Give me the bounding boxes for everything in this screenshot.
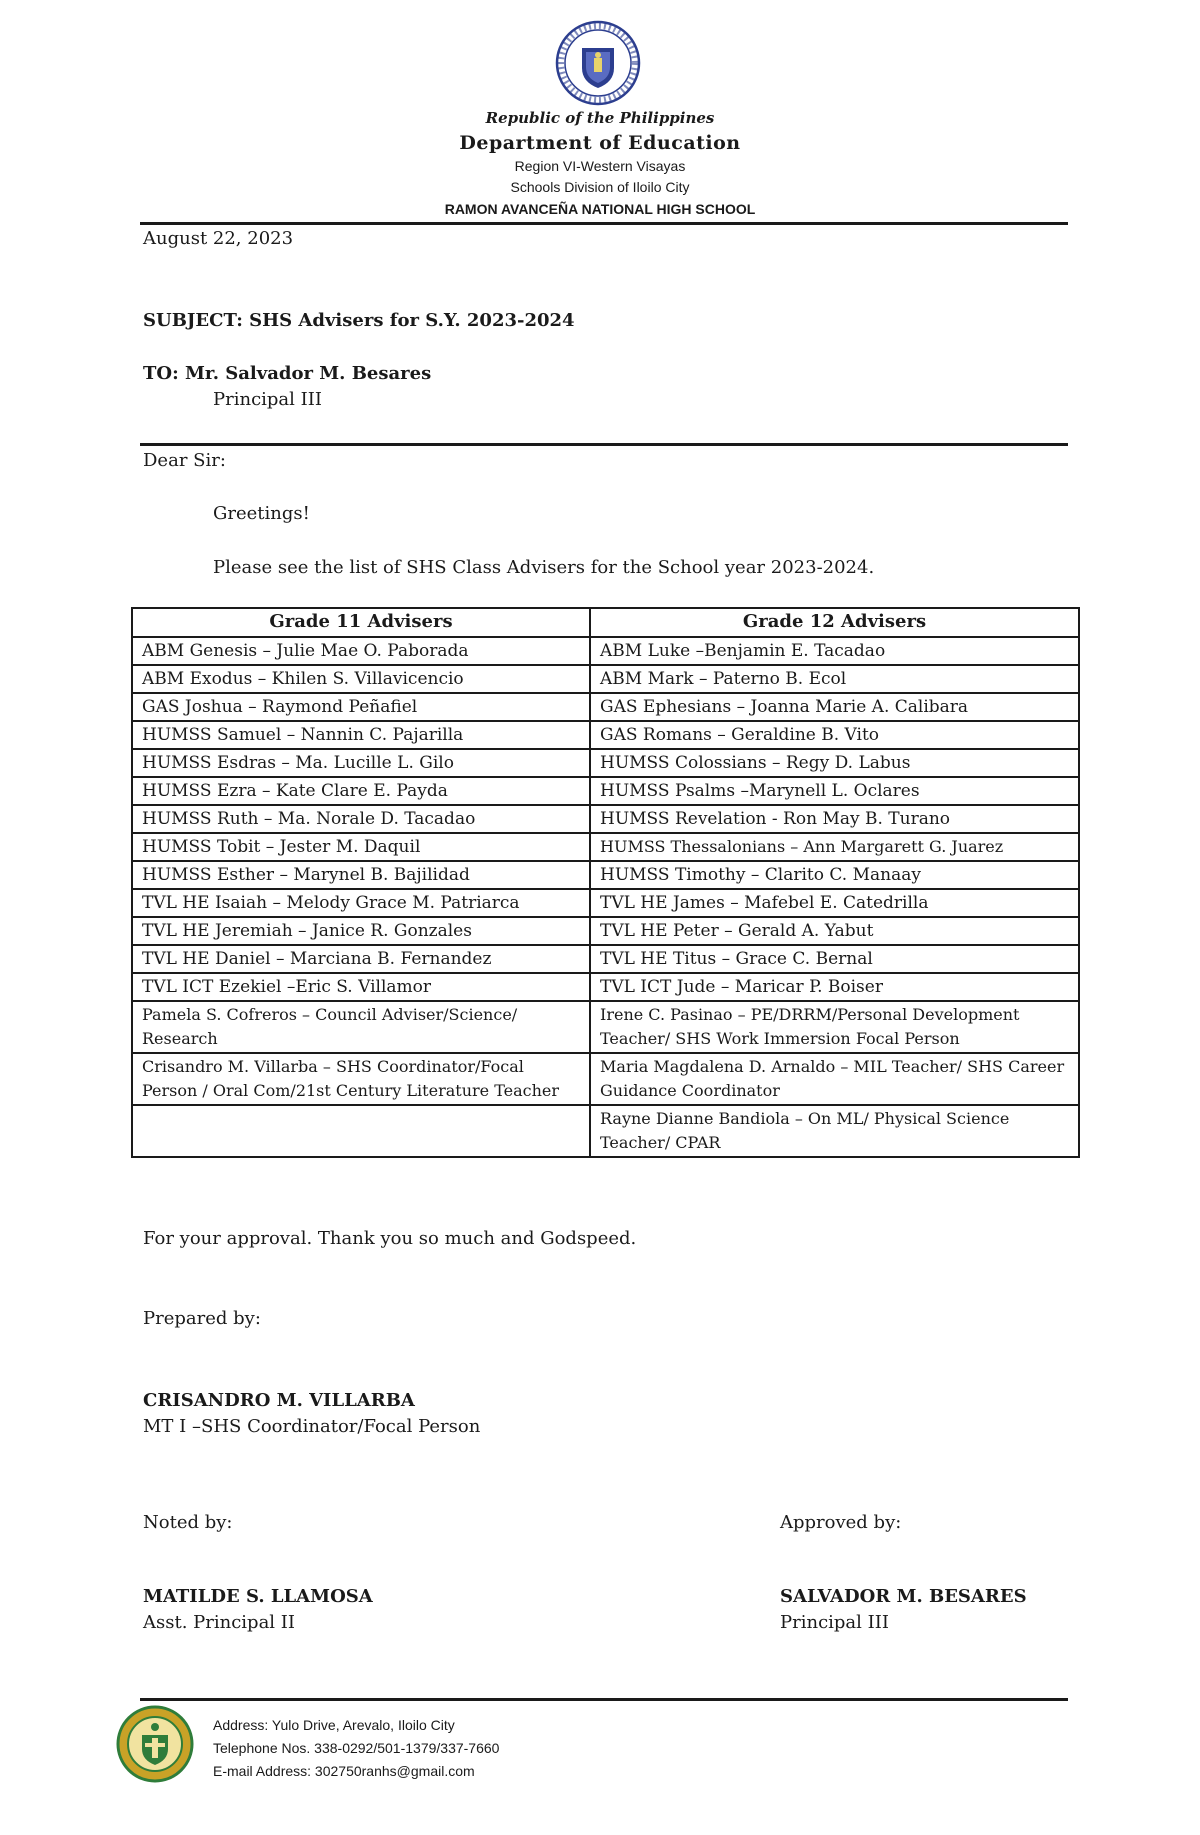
table-row [132, 777, 1079, 805]
table-row [132, 805, 1079, 833]
approved-by-title: Principal III [780, 1612, 889, 1633]
letter-recipient: TO: Mr. Salvador M. Besares [143, 363, 432, 384]
grade-12-cell: HUMSS Revelation - Ron May B. Turano [590, 805, 1079, 833]
grade-11-cell: Pamela S. Cofreros – Council Adviser/Science/ Research [132, 1001, 590, 1053]
letter-closing: For your approval. Thank you so much and Godspeed. [143, 1228, 637, 1249]
letter-date: August 22, 2023 [143, 228, 294, 249]
letter-subject: SUBJECT: SHS Advisers for S.Y. 2023-2024 [143, 310, 575, 331]
prepared-by-title: MT I –SHS Coordinator/Focal Person [143, 1416, 481, 1437]
grade-12-cell: HUMSS Thessalonians – Ann Margarett G. Juarez [590, 833, 1079, 861]
grade-11-cell: TVL HE Jeremiah – Janice R. Gonzales [132, 917, 590, 945]
table-row [132, 945, 1079, 973]
grade-12-cell: GAS Romans – Geraldine B. Vito [590, 721, 1079, 749]
table-row [132, 749, 1079, 777]
grade-11-cell: TVL HE Isaiah – Melody Grace M. Patriarca [132, 889, 590, 917]
deped-seal-icon [555, 20, 641, 106]
table-header-row [132, 608, 1079, 637]
grade-12-cell: Maria Magdalena D. Arnaldo – MIL Teacher/ SHS Career Guidance Coordinator [590, 1053, 1079, 1105]
table-row [132, 833, 1079, 861]
grade-11-cell: HUMSS Ezra – Kate Clare E. Payda [132, 777, 590, 805]
header-school: RAMON AVANCEÑA NATIONAL HIGH SCHOOL [444, 201, 756, 217]
grade-11-cell: Crisandro M. Villarba – SHS Coordinator/Focal Person / Oral Com/21st Century Literature Teacher [132, 1053, 590, 1105]
advisers-table [131, 607, 1080, 1158]
grade-12-cell: ABM Mark – Paterno B. Ecol [590, 665, 1079, 693]
table-row [132, 665, 1079, 693]
grade-11-cell: HUMSS Tobit – Jester M. Daquil [132, 833, 590, 861]
grade-12-cell: TVL HE Peter – Gerald A. Yabut [590, 917, 1079, 945]
grade-11-cell: ABM Exodus – Khilen S. Villavicencio [132, 665, 590, 693]
footer-divider [140, 1698, 1068, 1701]
noted-by-label: Noted by: [143, 1512, 233, 1533]
table-row [132, 1105, 1079, 1157]
table-row [132, 693, 1079, 721]
grade-11-cell: HUMSS Esther – Marynel B. Bajilidad [132, 861, 590, 889]
approved-by-name: SALVADOR M. BESARES [780, 1586, 1027, 1607]
footer-telephone: Telephone Nos. 338-0292/501-1379/337-7660 [213, 1740, 500, 1756]
grade-11-cell: TVL HE Daniel – Marciana B. Fernandez [132, 945, 590, 973]
approved-by-label: Approved by: [780, 1512, 902, 1533]
letter-recipient-title: Principal III [213, 389, 322, 410]
table-row [132, 973, 1079, 1001]
grade-12-cell: GAS Ephesians – Joanna Marie A. Calibara [590, 693, 1079, 721]
grade-11-cell: ABM Genesis – Julie Mae O. Paborada [132, 637, 590, 665]
grade-12-cell: HUMSS Timothy – Clarito C. Manaay [590, 861, 1079, 889]
prepared-by-label: Prepared by: [143, 1308, 261, 1329]
table-row [132, 1053, 1079, 1105]
letter-salutation: Dear Sir: [143, 450, 226, 471]
header-divider [140, 222, 1068, 225]
grade-12-cell: TVL HE Titus – Grace C. Bernal [590, 945, 1079, 973]
grade-11-cell [132, 1105, 590, 1157]
grade-12-cell: HUMSS Colossians – Regy D. Labus [590, 749, 1079, 777]
grade-12-cell: TVL HE James – Mafebel E. Catedrilla [590, 889, 1079, 917]
grade-11-cell: GAS Joshua – Raymond Peñafiel [132, 693, 590, 721]
table-row [132, 1001, 1079, 1053]
grade-12-cell: Rayne Dianne Bandiola – On ML/ Physical Science Teacher/ CPAR [590, 1105, 1079, 1157]
header-department: Department of Education [459, 132, 741, 154]
table-row [132, 917, 1079, 945]
table-row [132, 637, 1079, 665]
grade-12-cell: ABM Luke –Benjamin E. Tacadao [590, 637, 1079, 665]
grade-11-cell: HUMSS Esdras – Ma. Lucille L. Gilo [132, 749, 590, 777]
letter-intro: Please see the list of SHS Class Advisers for the School year 2023-2024. [213, 557, 875, 578]
header-division: Schools Division of Iloilo City [510, 179, 690, 195]
recipient-divider [140, 443, 1068, 446]
footer-email: E-mail Address: 302750ranhs@gmail.com [213, 1763, 475, 1779]
footer-address: Address: Yulo Drive, Arevalo, Iloilo City [213, 1717, 455, 1733]
noted-by-title: Asst. Principal II [143, 1612, 296, 1633]
grade-12-cell: Irene C. Pasinao – PE/DRRM/Personal Development Teacher/ SHS Work Immersion Focal Person [590, 1001, 1079, 1053]
grade-11-cell: HUMSS Samuel – Nannin C. Pajarilla [132, 721, 590, 749]
noted-by-name: MATILDE S. LLAMOSA [143, 1586, 373, 1607]
school-seal-icon [116, 1705, 194, 1783]
table-row [132, 721, 1079, 749]
header-republic: Republic of the Philippines [485, 109, 715, 127]
grade-12-header: Grade 12 Advisers [590, 608, 1079, 637]
grade-12-cell: TVL ICT Jude – Maricar P. Boiser [590, 973, 1079, 1001]
grade-12-cell: HUMSS Psalms –Marynell L. Oclares [590, 777, 1079, 805]
prepared-by-name: CRISANDRO M. VILLARBA [143, 1390, 415, 1411]
letter-greeting: Greetings! [213, 503, 310, 524]
grade-11-cell: TVL ICT Ezekiel –Eric S. Villamor [132, 973, 590, 1001]
header-region: Region VI-Western Visayas [514, 158, 686, 174]
table-row [132, 861, 1079, 889]
table-row [132, 889, 1079, 917]
grade-11-cell: HUMSS Ruth – Ma. Norale D. Tacadao [132, 805, 590, 833]
grade-11-header: Grade 11 Advisers [132, 608, 590, 637]
